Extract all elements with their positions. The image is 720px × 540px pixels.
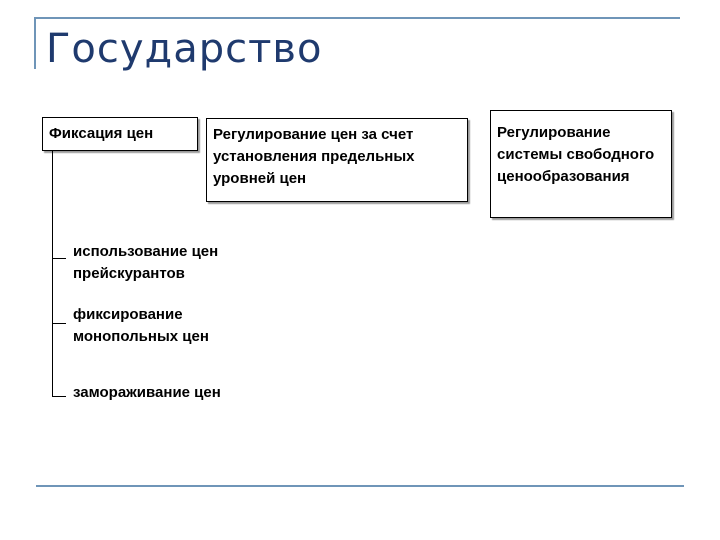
tree-connector-branch <box>52 258 66 259</box>
top-divider <box>34 17 680 19</box>
bottom-divider <box>36 485 684 487</box>
tree-connector-vertical <box>52 151 53 396</box>
tree-connector-branch <box>52 396 66 397</box>
list-item-price-lists: использование цен прейскурантов <box>73 243 219 282</box>
tree-connector-branch <box>52 323 66 324</box>
price-fixation-box: Фиксация цен <box>42 117 198 151</box>
list-item-monopoly-prices: фиксирование монопольных цен <box>73 306 209 345</box>
list-item-price-freeze: замораживание цен <box>73 384 221 401</box>
price-limit-regulation-box: Регулирование цен за счет установления предельных уровней цен <box>206 118 468 202</box>
page-title: Государство <box>46 26 323 72</box>
left-accent-line <box>34 17 36 69</box>
free-pricing-regulation-box: Регулирование системы свободного ценообразования <box>490 110 672 218</box>
